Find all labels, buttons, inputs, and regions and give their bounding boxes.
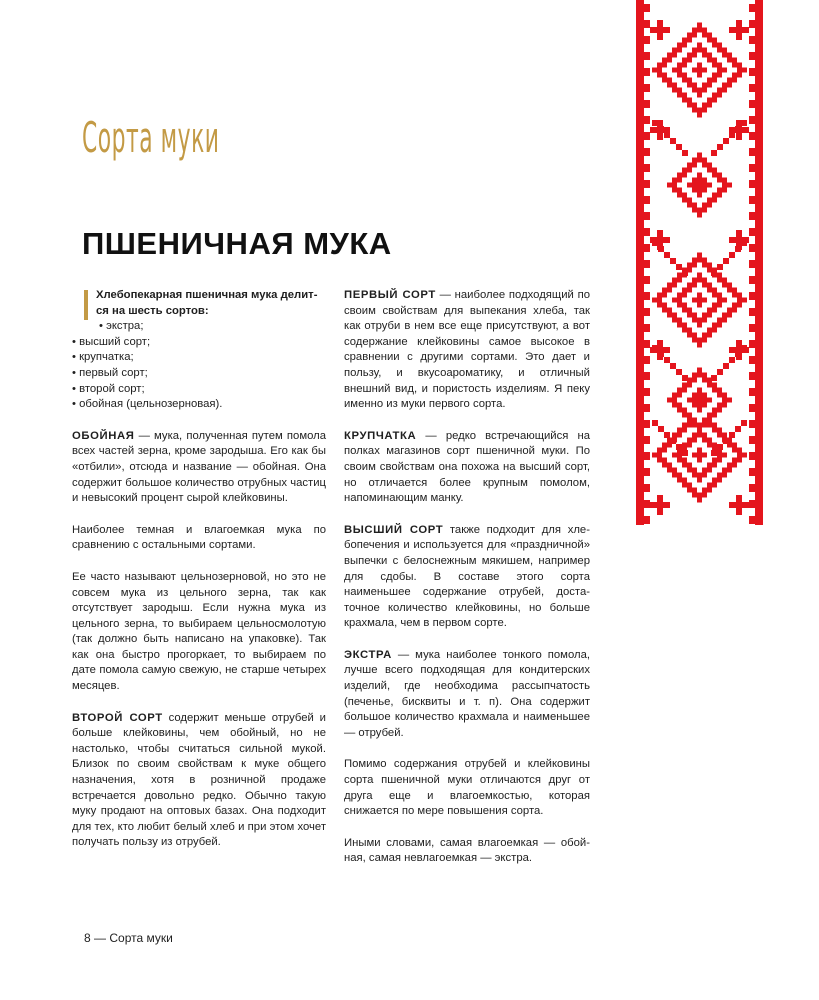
term-first-sort: ПЕРВЫЙ СОРТ — [344, 289, 436, 301]
paragraph-second-sort: ВТОРОЙ СОРТ содержит меньше отрубей и больше клейковины, чем обойный, но не настолько, чтобы считаться сильной мукой. Близок по своим свойствам к муке общего назначения, хотя в розничной продаже встречается довольно редко. Обычно такую муку продают на оптовых базах. Она подходит для тех, кто любит белый хлеб и при этом хочет получать пользу из отрубей. — [72, 711, 326, 849]
list-item: • первый сорт; — [72, 366, 148, 379]
right-column — [344, 288, 590, 883]
term-highest-sort: ВЫСШИЙ СОРТ — [344, 523, 444, 536]
term-krupchatka: КРУПЧАТКА — [344, 429, 417, 442]
paragraph-dark: Наиболее темная и влагоемкая мука по сравнению с остальными сортами. — [72, 523, 326, 552]
paragraph-extra: ЭКСТРА — мука наиболее тонкого помола, лучше всего подходящая для кондитерских изделий, где необходима рассыпчатость (печенье, бисквиты и т. п). Она содержит большое количество крахмала и наименьшее — отрубей. — [344, 648, 590, 739]
paragraph-wholegrain: Ее часто называют цельнозерновой, но это не совсем мука из цельного зерна, так как отсутствует зародыш. Если нужна мука из цельного зерна, то выбираем цельносмолотую (так должно быть написано на упаковке). Так как она быстро прогоркает, то выбираем по дате помола самую свежую, не старше четырех месяцев. — [72, 570, 326, 693]
intro-heading: Хлебопекарная пшеничная мука делится на шесть сортов: — [96, 289, 318, 317]
page-number: 8 — [84, 931, 91, 945]
sort-list-continued — [72, 335, 326, 413]
paragraph-otherwise: Иными словами, самая влагоемкая — обойная, самая невлагоемкая — экстра. — [344, 836, 590, 865]
folk-ornament-band — [636, 0, 763, 525]
intro-block — [84, 288, 326, 335]
page-title: Сорта муки — [82, 113, 220, 162]
accent-bar — [84, 290, 88, 320]
paragraph-difference: Помимо содержания отрубей и клейковины сорта пшеничной муки отличаются друг от друга еще и влагоемкостью, которая снижается по мере повышения сорта. — [344, 758, 590, 818]
list-item: • второй сорт; — [72, 382, 145, 395]
list-item: • обойная (цельнозерновая). — [72, 398, 223, 411]
paragraph-highest-sort: ВЫСШИЙ СОРТ также подходит для хлебопечения и используется для «праздничной» выпечки с белоснежным мякишем, например для сдобы. В составе этого сорта наименьшее содержание отрубей, достаточное количество клейковины, но больше крахмала, чем в первом сорте. — [344, 523, 590, 630]
left-column — [72, 288, 326, 867]
article-heading: ПШЕНИЧНАЯ МУКА — [82, 226, 392, 261]
footer-section: Сорта муки — [109, 931, 173, 945]
folk-ornament-icon — [636, 0, 763, 525]
list-item: • высший сорт; — [72, 335, 151, 348]
footer-separator: — — [90, 931, 110, 945]
sort-list — [96, 319, 326, 335]
list-item: • крупчатка; — [72, 351, 134, 364]
list-item: • экстра; — [99, 320, 144, 333]
paragraph-krupchatka: КРУПЧАТКА — редко встречающийся на полках магазинов сорт пшеничной муки. По своим свойствам она похожа на высший сорт, но отличается более крупным помолом, напоминающим манку. — [344, 429, 590, 505]
paragraph-first-sort: ПЕРВЫЙ СОРТ — наиболее подходящий по своим свойствам для выпекания хлеба, так как отруби в нем все еще присутствуют, а вот содержание клейковины самое высокое в сравнении с другими сортами. Это дает и пользу, и вкусоароматику, и отличный внешний вид, и пористость изделиям. Я пеку именно из муки первого сорта. — [344, 289, 591, 411]
term-second-sort: ВТОРОЙ СОРТ — [72, 711, 163, 724]
term-oboinaya: ОБОЙНАЯ — [72, 429, 135, 442]
paragraph-oboinaya: ОБОЙНАЯ — мука, полученная путем помола всех частей зерна, кроме зародыша. Его как бы «отбили», отсюда и название — обойная. Она содержит большое количество отрубных частиц и невысокий процент сырой клейковины. — [72, 429, 326, 505]
page-footer — [84, 930, 173, 946]
term-extra: ЭКСТРА — [344, 648, 392, 661]
